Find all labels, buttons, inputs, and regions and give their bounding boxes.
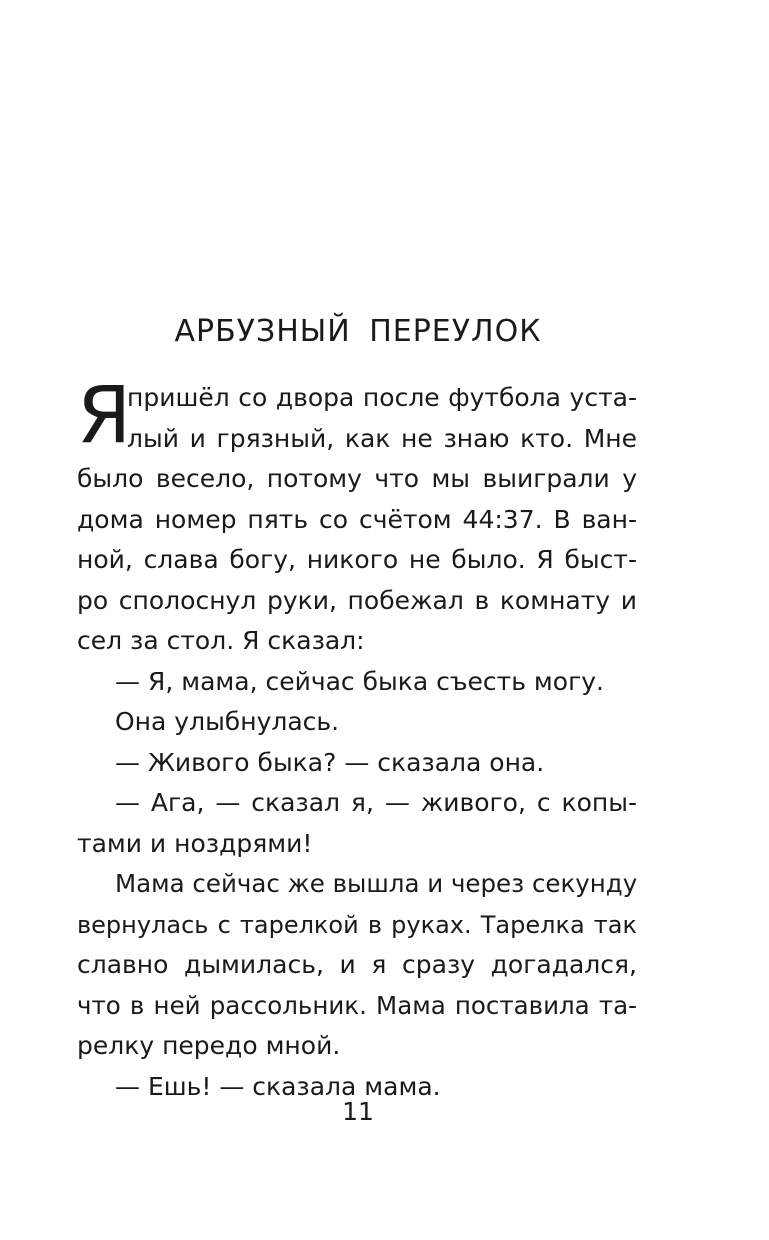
- text-line: что в ней рассольник. Мама поставила та-: [77, 990, 637, 1020]
- text-line: — Я, мама, сейчас быка съесть могу.: [115, 666, 604, 696]
- text-line: было весело, потому что мы выиграли у: [77, 464, 637, 493]
- text-line: ной, слава богу, никого не было. Я быст-: [77, 545, 637, 574]
- body-text: [77, 371, 638, 1107]
- text-line: — Ешь! — сказала мама.: [115, 1071, 441, 1101]
- text-line: тами и ноздрями!: [77, 828, 313, 858]
- chapter-title: АРБУЗНЫЙ ПЕРЕУЛОК: [174, 314, 542, 349]
- text-line: Мама сейчас же вышла и через секунду: [115, 869, 638, 898]
- text-line: — Живого быка? — сказала она.: [115, 747, 545, 777]
- text-line: вернулась с тарелкой в руках. Тарелка так: [77, 910, 637, 939]
- text-line: — Ага, — сказал я, — живого, с копы-: [115, 788, 637, 817]
- text-line: сел за стол. Я сказал:: [77, 626, 365, 655]
- text-line: ро сполоснул руки, побежал в комнату и: [77, 585, 637, 615]
- text-line: Она улыбнулась.: [115, 707, 340, 736]
- text-line: пришёл со двора после футбола уста-: [127, 383, 637, 412]
- drop-cap: Я: [77, 371, 132, 461]
- text-line: славно дымилась, и я сразу догадался,: [77, 950, 637, 979]
- text-line: лый и грязный, как не знаю кто. Мне: [127, 423, 637, 453]
- text-line: дома номер пять со счётом 44:37. В ван-: [77, 504, 637, 534]
- page-number: 11: [342, 1097, 374, 1126]
- text-line: релку передо мной.: [77, 1031, 341, 1060]
